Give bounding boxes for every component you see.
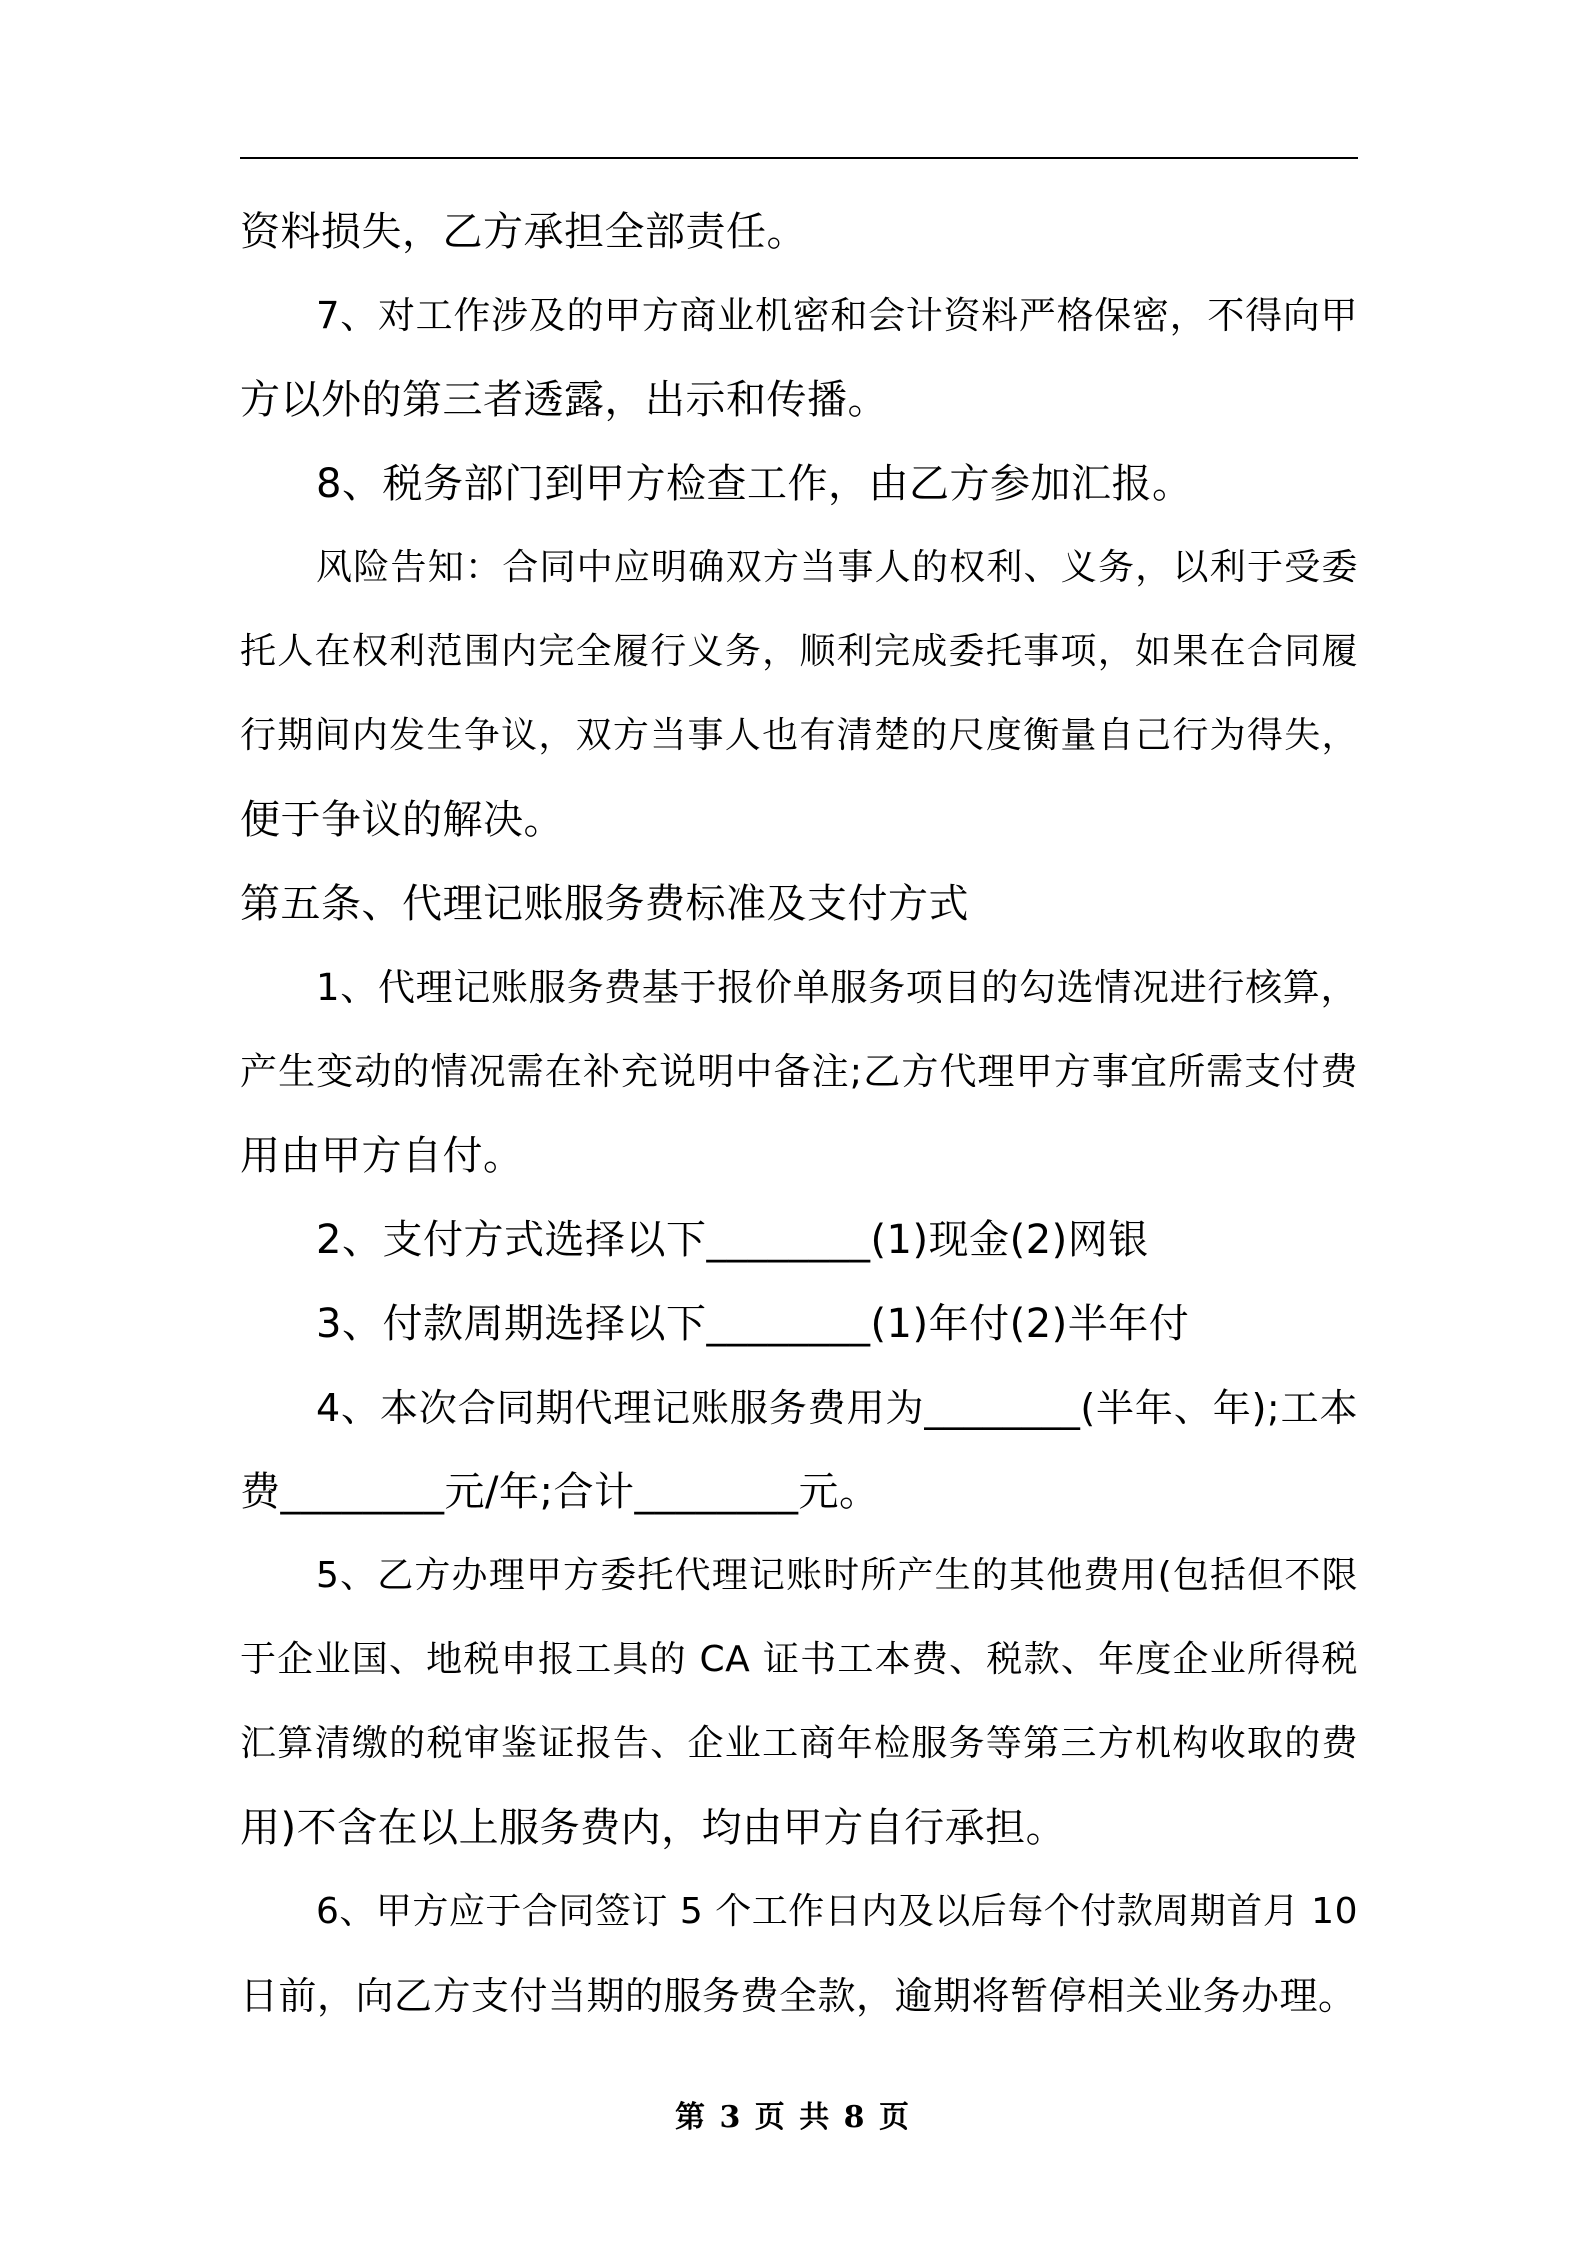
document-body [240,190,1358,2038]
text-line: 8、税务部门到甲方检查工作，由乙方参加汇报。 [316,461,1193,507]
text-line: 于企业国、地税申报工具的 CA 证书工本费、税款、年度企业所得税 [240,1639,1358,1680]
text-line: 用由甲方自付。 [240,1133,524,1179]
text-line: 费________元/年;合计________元。 [240,1469,880,1515]
text-line: 4、本次合同期代理记账服务费用为________(半年、年);工本 [316,1386,1358,1430]
text-line: 用)不含在以上服务费内，均由甲方自行承担。 [240,1805,1067,1851]
text-line: 3、付款周期选择以下________(1)年付(2)半年付 [316,1301,1190,1347]
text-line: 产生变动的情况需在补充说明中备注;乙方代理甲方事宜所需支付费 [240,1050,1358,1093]
text-line: 托人在权利范围内完全履行义务，顺利完成委托事项，如果在合同履 [240,631,1358,672]
text-line: 风险告知：合同中应明确双方当事人的权利、义务，以利于受委 [316,547,1358,588]
text-line: 5、乙方办理甲方委托代理记账时所产生的其他费用(包括但不限 [316,1555,1358,1596]
text-line: 资料损失，乙方承担全部责任。 [240,209,807,255]
text-line: 行期间内发生争议，双方当事人也有清楚的尺度衡量自己行为得失， [240,715,1358,756]
text-line: 6、甲方应于合同签订 5 个工作日内及以后每个付款周期首月 10 [316,1891,1358,1932]
header-rule [240,157,1358,159]
text-line: 7、对工作涉及的甲方商业机密和会计资料严格保密，不得向甲 [316,294,1358,337]
text-line: 1、代理记账服务费基于报价单服务项目的勾选情况进行核算， [316,966,1358,1009]
text-line: 2、支付方式选择以下________(1)现金(2)网银 [316,1217,1149,1263]
text-line: 汇算清缴的税审鉴证报告、企业工商年检服务等第三方机构收取的费 [240,1723,1358,1764]
text-line: 便于争议的解决。 [240,797,564,843]
text-line: 日前，向乙方支付当期的服务费全款，逾期将暂停相关业务办理。 [240,1974,1357,2018]
text-line: 第五条、代理记账服务费标准及支付方式 [240,881,969,927]
page-footer: 第 3 页 共 8 页 [675,2100,911,2135]
text-line: 方以外的第三者透露，出示和传播。 [240,377,888,423]
